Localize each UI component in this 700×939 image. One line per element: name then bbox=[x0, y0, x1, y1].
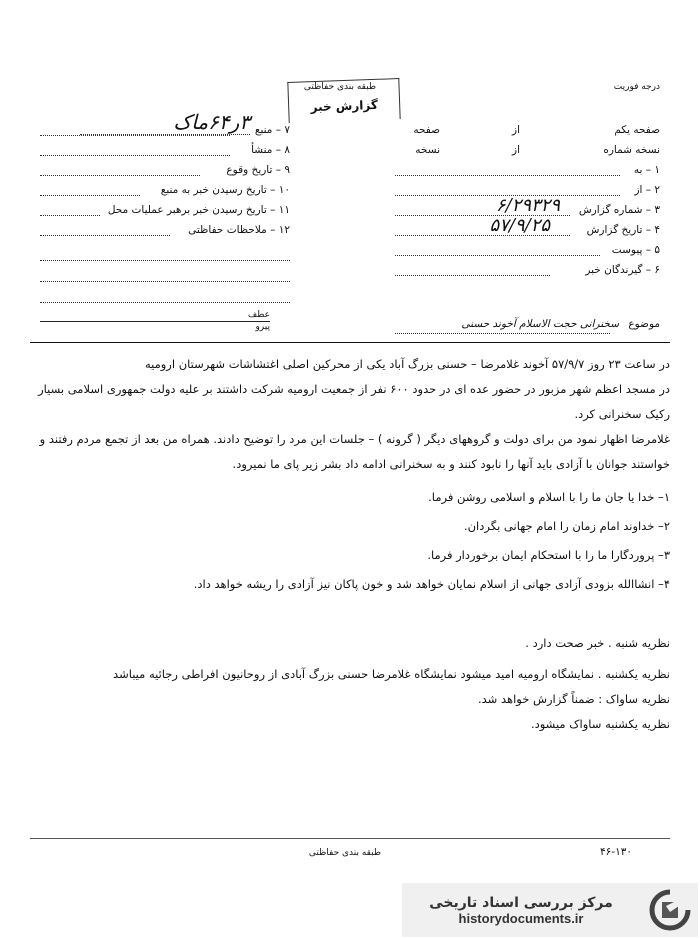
watermark-org: مرکز بررسی اسناد تاریخی bbox=[429, 894, 613, 911]
field-label: ۹ – تاریخ وقوع bbox=[226, 164, 290, 176]
field-label: ۸ – منشأ bbox=[251, 144, 290, 156]
body-line: در ساعت ۲۳ روز ۵۷/۹/۷ آخوند غلامرضا – حسنی بزرگ آباد یکی از محرکین اصلی اغتشاشات شهرستان ارومیه bbox=[144, 357, 670, 371]
body-line: خواستند جوانان با آزادی باید آنها را نابود کنند و به سخنرانی ادامه داد بشر زیر پای ما نمیرود. bbox=[232, 457, 670, 471]
classification-top: طبقه بندی حفاظتی bbox=[303, 82, 377, 92]
subject-value: سخنرانی حجت الاسلام آخوند حسنی bbox=[461, 318, 619, 330]
body-line: ۴– انشاالله بزودی آزادی جهانی از اسلام نمایان خواهد شد و خون پاکان نیز آزادی را ریشه خواهد داد. bbox=[193, 577, 670, 591]
field-source bbox=[40, 120, 290, 140]
attachment-row bbox=[395, 240, 660, 260]
atf-line bbox=[40, 321, 270, 322]
copy-row bbox=[395, 140, 660, 160]
right-fields bbox=[395, 120, 660, 280]
watermark-site: historydocuments.ir bbox=[458, 910, 584, 926]
body-line: غلامرضا اظهار نمود من برای دولت و گروههای دیگر ( گرونه ) – جلسات این مرد را توضیح دادند. همراه من بعد از تجمع مردم رفتند و bbox=[39, 432, 670, 446]
field-label: ۷ – منبع bbox=[254, 124, 290, 136]
left-fields bbox=[40, 120, 290, 303]
subject-label: موضوع bbox=[628, 318, 660, 330]
priority-label: درجه فوریت bbox=[613, 82, 660, 92]
body-line: نظریه ساواک : ضمناً گزارش خواهد شد. bbox=[477, 692, 670, 706]
body-line: در مسجد اعظم شهر مزبور در حضور عده ای در حدود ۶۰۰ نفر از جمعیت ارومیه شرکت داشتند بر علیه دولت جمهوری اسلامی بسیار رکیک سخنرانی کرد. bbox=[38, 382, 670, 421]
body-line: ۳– پروردگارا ما را با استحکام ایمان برخوردار فرما. bbox=[427, 548, 670, 562]
body-line: نظریه شنبه . خبر صحت دارد . bbox=[525, 636, 670, 650]
to-label: ۱ – به bbox=[633, 164, 660, 176]
report-date-row bbox=[395, 215, 660, 240]
classification-bottom: طبقه بندی حفاظتی bbox=[308, 848, 382, 858]
footer-divider bbox=[30, 838, 670, 839]
watermark bbox=[402, 883, 698, 937]
recipients-label: ۶ – گیرندگان خبر bbox=[585, 264, 660, 276]
page-row bbox=[395, 120, 660, 140]
doc-number: ۴۶-۱۳۰ bbox=[600, 846, 632, 858]
report-date-value: ۵۷/۹/۲۵ bbox=[489, 215, 550, 236]
blank-line bbox=[40, 282, 290, 303]
blank-line bbox=[40, 240, 290, 261]
field-source-date bbox=[40, 180, 290, 200]
report-title: گزارش خبر bbox=[310, 97, 379, 115]
section-divider bbox=[30, 342, 670, 343]
field-event-date bbox=[40, 160, 290, 180]
report-number-label: ۳ – شماره گزارش bbox=[578, 204, 660, 216]
field-security-notes bbox=[40, 220, 290, 240]
report-date-label: ۴ – تاریخ گزارش bbox=[586, 224, 660, 236]
to-row bbox=[395, 160, 660, 180]
title-box bbox=[287, 78, 400, 123]
field-origin bbox=[40, 140, 290, 160]
field-label: ۱۱ – تاریخ رسیدن خبر برهبر عملیات محل bbox=[107, 204, 290, 216]
subject-underline bbox=[395, 333, 610, 334]
page-of: از bbox=[512, 124, 520, 136]
attachment-label: ۵ – پیوست bbox=[611, 244, 660, 256]
field-local-date bbox=[40, 200, 290, 220]
recipients-row bbox=[395, 260, 660, 280]
page-label: صفحه یکم bbox=[614, 124, 660, 136]
field-label: ۱۰ – تاریخ رسیدن خبر به منبع bbox=[160, 184, 290, 196]
body-line: نظریه یکشنبه ساواک میشود. bbox=[530, 717, 670, 731]
atf-label: عطف bbox=[247, 310, 270, 320]
copy-label: نسخه شماره bbox=[603, 144, 660, 156]
report-number-value: ۶/۲۹۳۲۹ bbox=[495, 195, 560, 216]
body-line: ۱– خدا یا جان ما را با اسلام و اسلامی روشن فرما. bbox=[428, 490, 670, 504]
peyro-label: پیرو bbox=[255, 322, 270, 332]
logo-icon bbox=[648, 888, 692, 932]
handwritten-number: ۳ر۶۴ماک bbox=[80, 110, 250, 135]
page-unit: صفحه bbox=[413, 124, 440, 136]
copy-of: از bbox=[512, 144, 520, 156]
blank-line bbox=[40, 261, 290, 282]
body-line: نظریه یکشنبه . نمایشگاه ارومیه امید میشود نمایشگاه غلامرضا حسنی بزرگ آبادی از روحانیون افراطی رجائیه میباشد bbox=[113, 667, 670, 681]
from-label: ۲ – از bbox=[634, 184, 660, 196]
copy-unit: نسخه bbox=[415, 144, 440, 156]
report-body bbox=[30, 352, 670, 737]
subject-row bbox=[395, 318, 660, 330]
field-label: ۱۲ – ملاحظات حفاظتی bbox=[188, 224, 290, 236]
body-line: ۲– خداوند امام زمان را امام جهانی بگردان. bbox=[463, 519, 670, 533]
